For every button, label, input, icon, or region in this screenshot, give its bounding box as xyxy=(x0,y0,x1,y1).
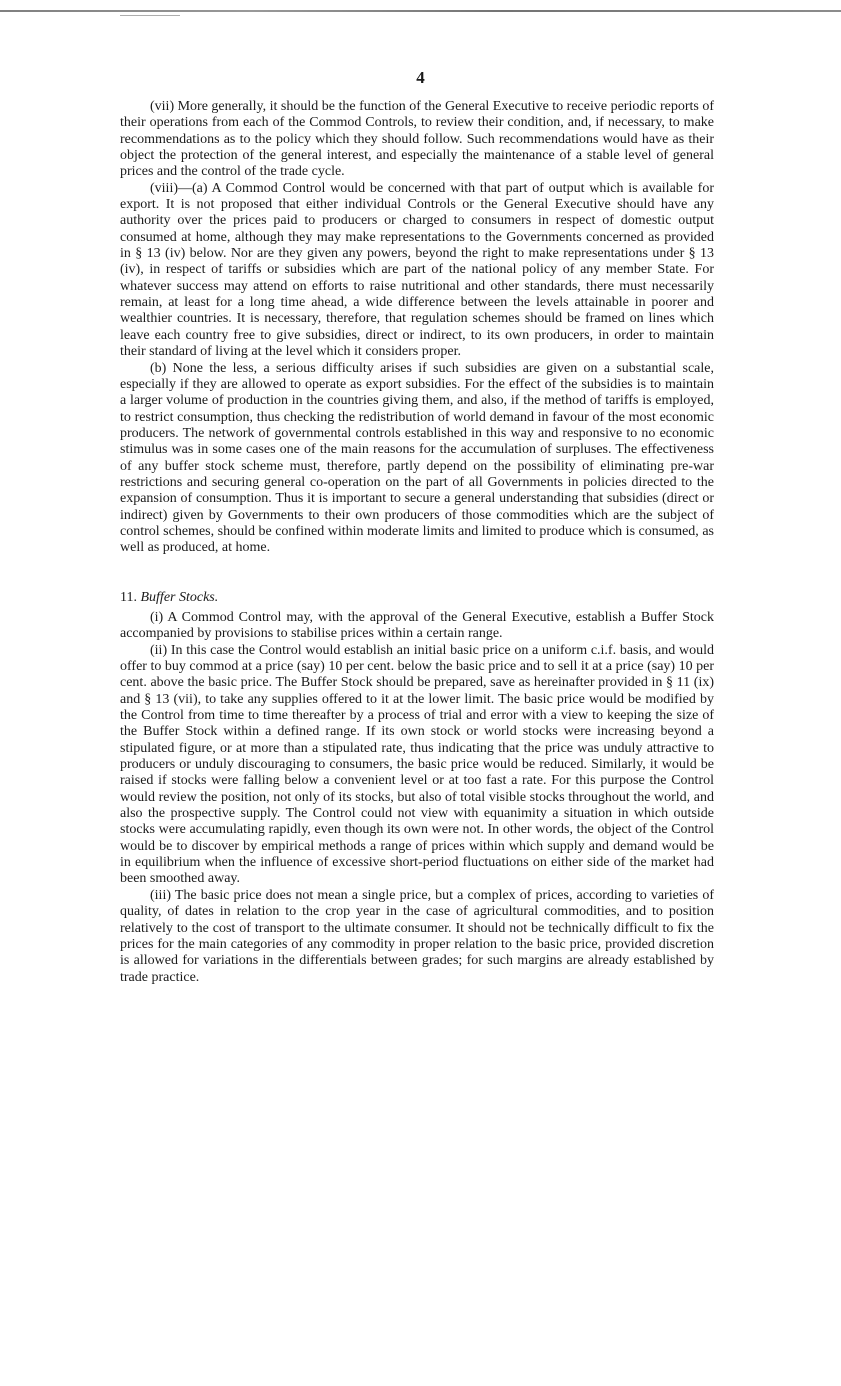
paragraph-viii-b: (b) None the less, a serious difficulty arises if such subsidies are given on a substantial scale, especially if they are allowed to operate as export subsidies. For the effect of the subsidies is to maintain a larger volume of production in the countries giving them, and also, if the method of tariffs is employed, to restrict consumption, thus checking the redistribution of world demand in favour of the most economic producers. The network of governmental controls established in this way and responsive to no economic stimulus was in some cases one of the main reasons for the accumulation of surpluses. The effectiveness of any buffer stock scheme must, therefore, partly depend on the possibility of eliminating pre-war restrictions and securing general co-operation on the part of all Governments in policies directed to the expansion of consumption. Thus it is important to secure a general understanding that subsidies (direct or indirect) given by Governments to their own producers of those commodities which are the subject of control schemes, should be confined within moderate limits and limited to produce which is consumed, as well as produced, at home. xyxy=(120,360,714,556)
section-number: 11. xyxy=(120,589,137,605)
paragraph-buffer-i: (i) A Commod Control may, with the approval of the General Executive, establish a Buffer Stock accompanied by provisions to stabilise prices within a certain range. xyxy=(120,609,714,642)
paragraph-vii: (vii) More generally, it should be the function of the General Executive to receive periodic reports of their operations from each of the Commod Controls, to review their condition, and, if necessary, to make recommendations as to the policy which they should follow. Such recommendations would have as their object the protection of the general interest, and especially the maintenance of a stable level of general prices and the control of the trade cycle. xyxy=(120,99,714,180)
section-heading xyxy=(120,590,714,606)
paragraph-buffer-ii: (ii) In this case the Control would establish an initial basic price on a uniform c.i.f. basis, and would offer to buy commod at a price (say) 10 per cent. below the basic price and to sell it at a price (say) 10 per cent. above the basic price. The Buffer Stock should be prepared, save as hereinafter provided in § 11 (ix) and § 13 (vii), to take any supplies offered to it at the lower limit. The basic price would be modified by the Control from time to time thereafter by a process of trial and error with a view to keeping the size of the Buffer Stock within a defined range. If its own stock or world stocks were increasing beyond a stipulated figure, or at more than a stipulated rate, thus indicating that the price was unduly attractive to producers or unduly discouraging to consumers, the basic price would be reduced. Similarly, it would be raised if stocks were falling below a convenient level or at too fast a rate. For this purpose the Control would review the position, not only of its stocks, but also of total visible stocks throughout the world, and also the prospective supply. The Control could not view with equanimity a situation in which outside stocks were accumulating rapidly, even though its own were not. In other words, the object of the Control would be to discover by empirical methods a range of prices within which supply and demand would be in equilibrium when the influence of excessive short-period fluctuations on either side of the market had been smoothed away. xyxy=(120,642,714,887)
document-body xyxy=(120,99,714,986)
paragraph-buffer-iii: (iii) The basic price does not mean a single price, but a complex of prices, according to varieties of quality, of dates in relation to the crop year in the case of agricultural commodities, and to position relatively to the cost of transport to the ultimate consumer. It should not be technically difficult to fix the prices for the main categories of any commodity in proper relation to the basic price, provided discretion is allowed for variations in the differentials between grades; for such margins are already established by trade practice. xyxy=(120,887,714,985)
scan-artifact-mark xyxy=(120,15,180,16)
paragraph-viii-a: (viii)—(a) A Commod Control would be concerned with that part of output which is available for export. It is not proposed that either individual Controls or the General Executive should have any authority over the prices paid to producers or charged to consumers in respect of domestic output consumed at home, although they may make representations to the Governments concerned as provided in § 13 (iv) below. Nor are they given any powers, beyond the right to make representations under § 13 (iv), in respect of tariffs or subsidies which are part of the national policy of any member State. For whatever success may attend on efforts to raise nutritional and other standards, there must necessarily remain, at least for a long time ahead, a wide difference between the levels attainable in poorer and wealthier countries. It is necessary, therefore, that regulation schemes should be framed on lines which leave each country free to give subsidies, direct or indirect, to its own producers, in order to maintain their standard of living at the level which it considers proper. xyxy=(120,180,714,360)
section-title: Buffer Stocks. xyxy=(140,589,219,605)
section-spacer xyxy=(120,557,714,580)
scan-top-rule xyxy=(0,10,841,12)
page-number: 4 xyxy=(416,68,425,87)
